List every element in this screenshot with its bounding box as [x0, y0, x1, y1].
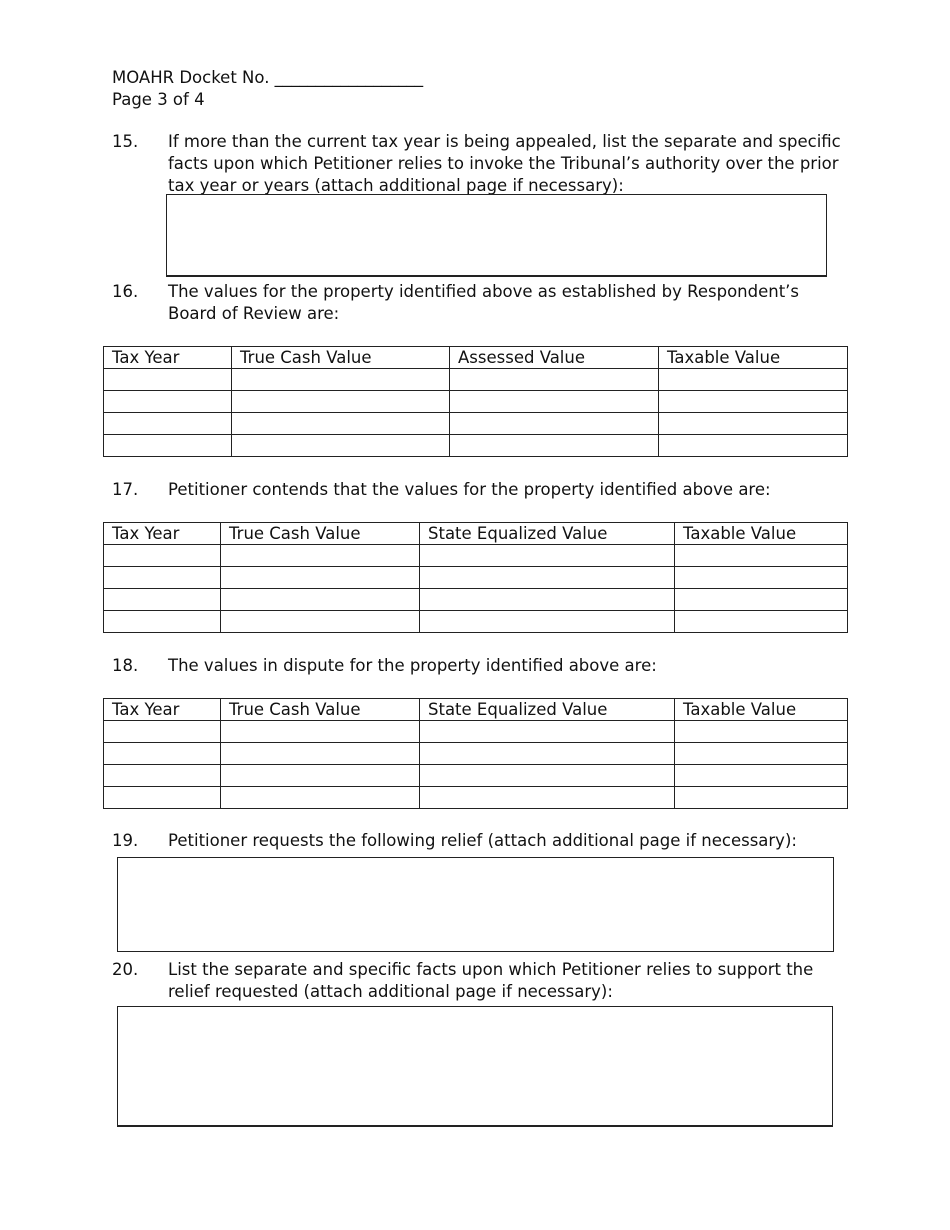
table-cell[interactable]	[659, 369, 848, 391]
page-indicator: Page 3 of 4	[112, 90, 205, 109]
table-cell[interactable]	[221, 743, 420, 765]
q20-answer-field[interactable]	[117, 1006, 833, 1127]
column-header: Tax Year	[104, 347, 232, 369]
q15-number: 15.	[112, 132, 139, 151]
table-cell[interactable]	[232, 369, 450, 391]
table-cell[interactable]	[675, 787, 848, 809]
table-cell[interactable]	[104, 435, 232, 457]
table-cell[interactable]	[420, 743, 675, 765]
table-cell[interactable]	[675, 765, 848, 787]
table-row	[104, 589, 848, 611]
table-cell[interactable]	[450, 413, 659, 435]
table-cell[interactable]	[232, 391, 450, 413]
table-row	[104, 787, 848, 809]
q15-line: tax year or years (attach additional page if necessary):	[168, 176, 624, 195]
table-cell[interactable]	[232, 435, 450, 457]
column-header: State Equalized Value	[420, 523, 675, 545]
table-cell[interactable]	[104, 567, 221, 589]
table-row	[104, 391, 848, 413]
table-cell[interactable]	[659, 391, 848, 413]
table-cell[interactable]	[104, 743, 221, 765]
q18-text	[168, 655, 838, 677]
q19-answer-field[interactable]	[117, 857, 834, 952]
table-row	[104, 435, 848, 457]
table-cell[interactable]	[450, 435, 659, 457]
q17-text	[168, 479, 838, 501]
table-cell[interactable]	[675, 611, 848, 633]
table-cell[interactable]	[104, 413, 232, 435]
q16-line: The values for the property identified above as established by Respondent’s	[168, 282, 800, 301]
column-header: Taxable Value	[659, 347, 848, 369]
table-cell[interactable]	[675, 743, 848, 765]
q16-number: 16.	[112, 282, 139, 301]
table-cell[interactable]	[232, 413, 450, 435]
docket-number-label: MOAHR Docket No. __________________	[112, 68, 424, 87]
table-header-row	[104, 699, 848, 721]
table-cell[interactable]	[104, 391, 232, 413]
q15-line: facts upon which Petitioner relies to invoke the Tribunal’s authority over the prior	[168, 154, 839, 173]
table-cell[interactable]	[420, 721, 675, 743]
q18-values-table	[103, 698, 848, 809]
q20-line: relief requested (attach additional page if necessary):	[168, 982, 613, 1001]
table-cell[interactable]	[221, 567, 420, 589]
table-row	[104, 567, 848, 589]
table-cell[interactable]	[221, 545, 420, 567]
table-row	[104, 743, 848, 765]
table-row	[104, 611, 848, 633]
table-cell[interactable]	[675, 589, 848, 611]
q20-line: List the separate and specific facts upon which Petitioner relies to support the	[168, 960, 814, 979]
table-cell[interactable]	[420, 567, 675, 589]
column-header: True Cash Value	[221, 523, 420, 545]
table-cell[interactable]	[221, 611, 420, 633]
table-cell[interactable]	[450, 391, 659, 413]
table-header-row	[104, 523, 848, 545]
table-cell[interactable]	[104, 721, 221, 743]
table-cell[interactable]	[450, 369, 659, 391]
table-cell[interactable]	[675, 567, 848, 589]
q15-line: If more than the current tax year is being appealed, list the separate and specific	[168, 132, 841, 151]
table-row	[104, 765, 848, 787]
table-row	[104, 721, 848, 743]
column-header: Assessed Value	[450, 347, 659, 369]
q17-line: Petitioner contends that the values for the property identified above are:	[168, 480, 771, 499]
q19-line: Petitioner requests the following relief (attach additional page if necessary):	[168, 831, 797, 850]
table-row	[104, 545, 848, 567]
table-cell[interactable]	[104, 787, 221, 809]
q20-text	[168, 959, 838, 1003]
table-cell[interactable]	[104, 589, 221, 611]
q19-text	[168, 830, 838, 852]
q16-line: Board of Review are:	[168, 304, 340, 323]
column-header: State Equalized Value	[420, 699, 675, 721]
table-cell[interactable]	[221, 765, 420, 787]
table-cell[interactable]	[221, 589, 420, 611]
table-cell[interactable]	[659, 435, 848, 457]
column-header: True Cash Value	[232, 347, 450, 369]
table-row	[104, 369, 848, 391]
q15-text	[168, 131, 841, 197]
table-cell[interactable]	[420, 765, 675, 787]
table-cell[interactable]	[104, 545, 221, 567]
table-cell[interactable]	[104, 765, 221, 787]
q20-number: 20.	[112, 960, 139, 979]
table-cell[interactable]	[221, 721, 420, 743]
q15-answer-field[interactable]	[166, 194, 827, 277]
column-header: True Cash Value	[221, 699, 420, 721]
table-cell[interactable]	[420, 589, 675, 611]
column-header: Taxable Value	[675, 699, 848, 721]
q18-line: The values in dispute for the property identified above are:	[168, 656, 657, 675]
column-header: Tax Year	[104, 523, 221, 545]
q18-number: 18.	[112, 656, 139, 675]
table-cell[interactable]	[420, 611, 675, 633]
q16-values-table	[103, 346, 848, 457]
q16-text	[168, 281, 838, 325]
table-row	[104, 413, 848, 435]
q17-values-table	[103, 522, 848, 633]
column-header: Taxable Value	[675, 523, 848, 545]
table-cell[interactable]	[675, 545, 848, 567]
table-cell[interactable]	[420, 787, 675, 809]
table-cell[interactable]	[420, 545, 675, 567]
table-header-row	[104, 347, 848, 369]
table-cell[interactable]	[675, 721, 848, 743]
column-header: Tax Year	[104, 699, 221, 721]
table-cell[interactable]	[221, 787, 420, 809]
table-cell[interactable]	[659, 413, 848, 435]
q17-number: 17.	[112, 480, 139, 499]
table-cell[interactable]	[104, 611, 221, 633]
q19-number: 19.	[112, 831, 139, 850]
table-cell[interactable]	[104, 369, 232, 391]
